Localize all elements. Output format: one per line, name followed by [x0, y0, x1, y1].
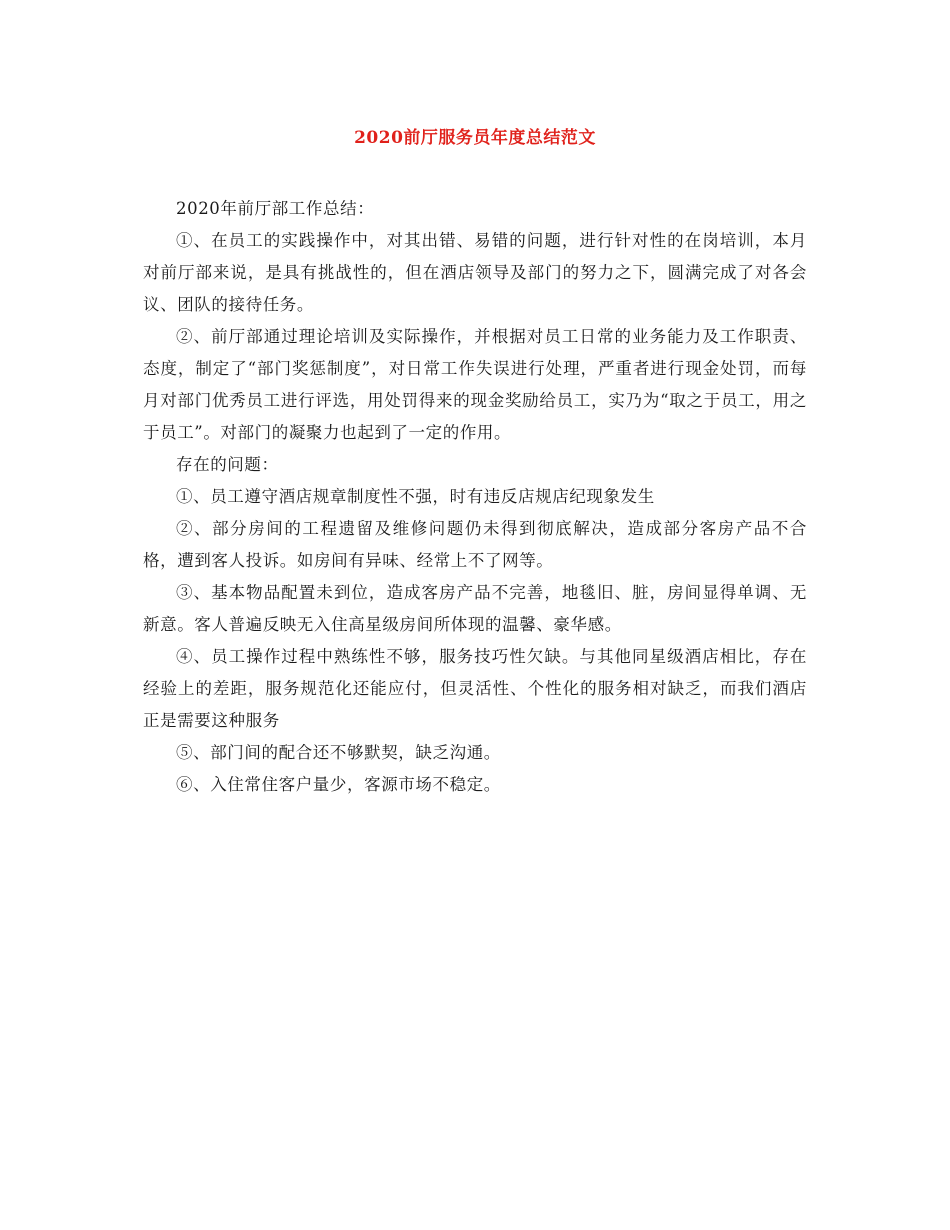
issues-heading: 存在的问题： [176, 455, 279, 474]
paragraph-training: ①、在员工的实践操作中，对其出错、易错的问题，进行针对性的在岗培训，本月对前厅部来说，是具有挑战性的，但在酒店领导及部门的努力之下，圆满完成了对各会议、团队的接待任务。 [143, 231, 807, 314]
issue-item-3: ③、基本物品配置未到位，造成客房产品不完善，地毯旧、脏，房间显得单调、无新意。客人普遍反映无入住高星级房间所体现的温馨、豪华感。 [143, 583, 807, 634]
summary-heading: 2020年前厅部工作总结： [176, 199, 375, 218]
issue-item-1: ①、员工遵守酒店规章制度性不强，时有违反店规店纪现象发生 [176, 487, 655, 506]
issue-item-5: ⑤、部门间的配合还不够默契，缺乏沟通。 [176, 743, 501, 762]
issue-item-6: ⑥、入住常住客户量少，客源市场不稳定。 [176, 775, 501, 794]
issue-item-2: ②、部分房间的工程遗留及维修问题仍未得到彻底解决，造成部分客房产品不合格，遭到客人投诉。如房间有异味、经常上不了网等。 [143, 519, 807, 570]
document-body [143, 193, 807, 801]
paragraph-reward-system: ②、前厅部通过理论培训及实际操作，并根据对员工日常的业务能力及工作职责、态度，制定了“部门奖惩制度”，对日常工作失误进行处理，严重者进行现金处罚，而每月对部门优秀员工进行评选，用处罚得来的现金奖励给员工，实乃为“取之于员工，用之于员工”。对部门的凝聚力也起到了一定的作用。 [143, 327, 807, 442]
issue-item-4: ④、员工操作过程中熟练性不够，服务技巧性欠缺。与其他同星级酒店相比，存在经验上的差距，服务规范化还能应付，但灵活性、个性化的服务相对缺乏，而我们酒店正是需要这种服务 [143, 647, 807, 730]
document-title: 2020前厅服务员年度总结范文 [354, 128, 596, 148]
